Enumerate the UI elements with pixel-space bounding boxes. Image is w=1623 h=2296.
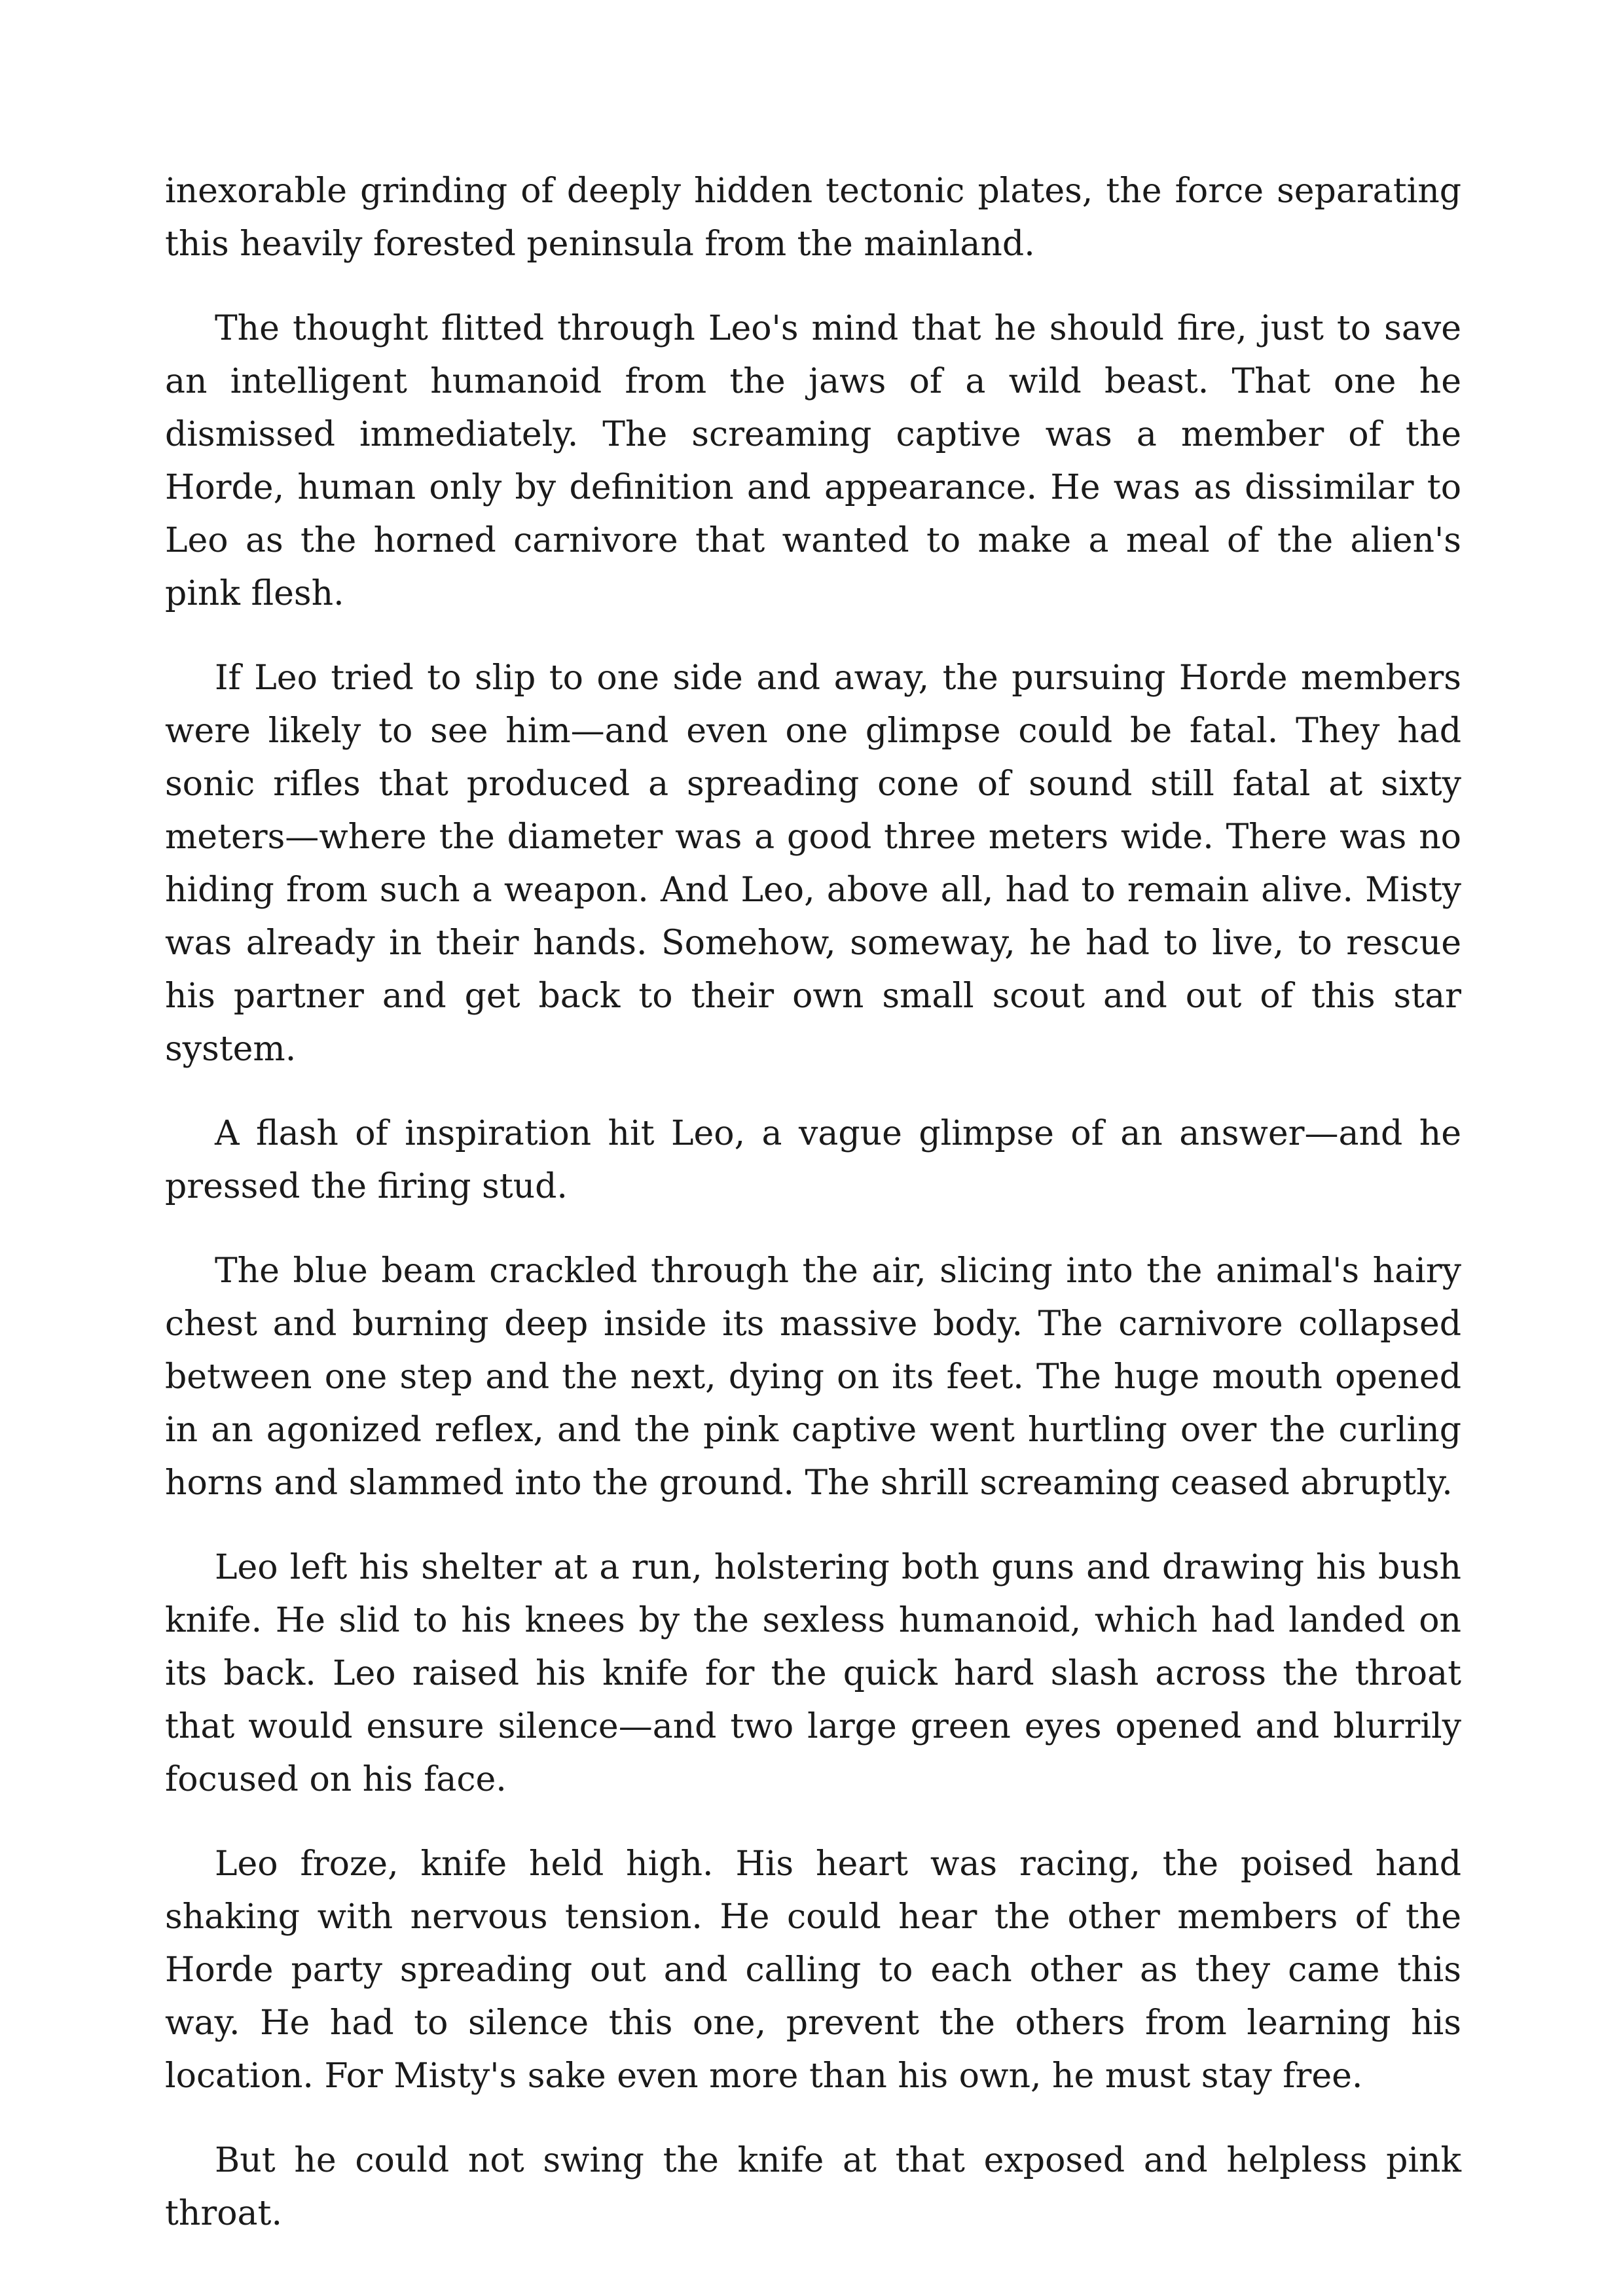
book-page (165, 165, 1461, 2272)
paragraph: The blue beam crackled through the air, slicing into the animal's hairy chest and burning deep inside its massive body. The carnivore collapsed between one step and the next, dying on its feet. The huge mouth opened in an agonized reflex, and the pink captive went hurtling over the curling horns and slammed into the ground. The shrill screaming ceased abruptly. (165, 1251, 1461, 1503)
paragraph: The thought flitted through Leo's mind that he should fire, just to save an intelligent humanoid from the jaws of a wild beast. That one he dismissed immediately. The screaming captive was a member of the Horde, human only by definition and appearance. He was as dissimilar to Leo as the horned carnivore that wanted to make a meal of the alien's pink flesh. (165, 309, 1461, 613)
paragraph: But he could not swing the knife at that exposed and helpless pink throat. (165, 2141, 1461, 2233)
paragraph: Leo left his shelter at a run, holstering both guns and drawing his bush knife. He slid to his knees by the sexless humanoid, which had landed on its back. Leo raised his knife for the quick hard slash across the throat that would ensure silence—and two large green eyes opened and blurrily focused on his face. (165, 1548, 1461, 1799)
paragraph: Leo froze, knife held high. His heart was racing, the poised hand shaking with nervous tension. He could hear the other members of the Horde party spreading out and calling to each other as they came this way. He had to silence this one, prevent the others from learning his location. For Misty's sake even more than his own, he must stay free. (165, 1844, 1461, 2096)
paragraph: A flash of inspiration hit Leo, a vague glimpse of an answer—and he pressed the firing stud. (165, 1114, 1461, 1206)
paragraph: If Leo tried to slip to one side and away, the pursuing Horde members were likely to see him—and even one glimpse could be fatal. They had sonic rifles that produced a spreading cone of sound still fatal at sixty meters—where the diameter was a good three meters wide. There was no hiding from such a weapon. And Leo, above all, had to remain alive. Misty was already in their hands. Somehow, someway, he had to live, to rescue his partner and get back to their own small scout and out of this star system. (165, 658, 1461, 1069)
paragraph: inexorable grinding of deeply hidden tectonic plates, the force separating this heavily forested peninsula from the mainland. (165, 171, 1461, 264)
